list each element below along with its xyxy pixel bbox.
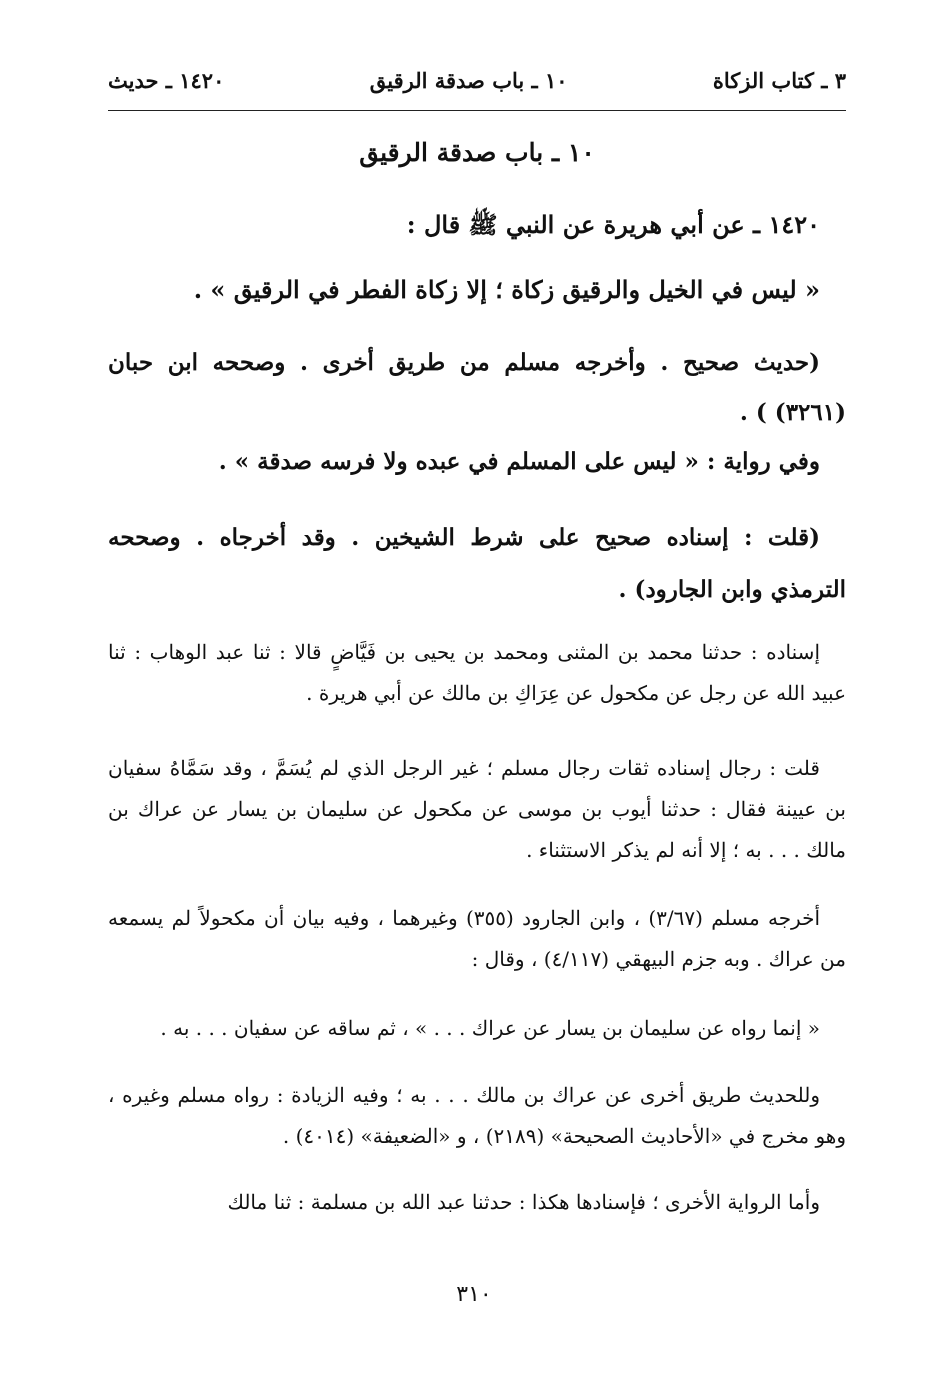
- other-variant-paragraph: وأما الرواية الأخرى ؛ فإسنادها هكذا : حدثنا عبد الله بن مسلمة : ثنا مالك: [227, 1190, 820, 1214]
- quote-paragraph: « إنما رواه عن سليمان بن يسار عن عراك . . . » ، ثم ساقه عن سفيان . . . به .: [160, 1016, 820, 1040]
- other-route-paragraph: وللحديث طريق أخرى عن عراك بن مالك . . . به ؛ وفيه الزيادة : رواه مسلم وغيره ، وهو مخرج في «الأحاديث الصحيحة» (٢١٨٩) ، و «الضعيفة» (٤٠١٤) .: [108, 1083, 846, 1148]
- header-chapter-title: ١٠ ـ باب صدقة الرقيق: [369, 68, 568, 93]
- hadith-text: « ليس في الخيل والرقيق زكاة ؛ إلا زكاة الفطر في الرقيق » .: [193, 275, 820, 304]
- running-header: [108, 68, 846, 93]
- author-note: (قلت : إسناده صحيح على شرط الشيخين . وقد أخرجاه . وصححه الترمذي وابن الجارود) .: [108, 524, 846, 603]
- hadith-variant: وفي رواية : « ليس على المسلم في عبده ولا فرسه صدقة » .: [218, 448, 820, 475]
- takhrij-paragraph: أخرجه مسلم (٣/٦٧) ، وابن الجارود (٣٥٥) وغيرهما ، وفيه بيان أن مكحولاً لم يسمعه من عراك . وبه جزم البيهقي (٤/١١٧) ، وقال :: [108, 906, 846, 971]
- chapter-title: ١٠ ـ باب صدقة الرقيق: [359, 138, 595, 167]
- page-number: ٣١٠: [456, 1282, 492, 1307]
- header-hadith-number: ١٤٢٠ ـ حديث: [108, 68, 225, 93]
- narrators-paragraph: قلت : رجال إسناده ثقات رجال مسلم ؛ غير الرجل الذي لم يُسَمَّ ، وقد سَمَّاهُ سفيان بن عيينة فقال : حدثنا أيوب بن موسى عن مكحول عن سليمان بن يسار عن عراك بن مالك . . . به ؛ إلا أنه لم يذكر الاستثناء .: [108, 756, 846, 862]
- header-book-title: ٣ ـ كتاب الزكاة: [712, 68, 846, 93]
- isnad-paragraph: إسناده : حدثنا محمد بن المثنى ومحمد بن يحيى بن فَيَّاضٍ قالا : ثنا عبد الوهاب : ثنا عبيد الله عن رجل عن مكحول عن عِرَاكِ بن مالك عن أبي هريرة .: [108, 640, 846, 705]
- hadith-heading: ١٤٢٠ ـ عن أبي هريرة عن النبي ﷺ قال :: [406, 210, 820, 239]
- hadith-grading: (حديث صحيح . وأخرجه مسلم من طريق أخرى . وصححه ابن حبان (٣٢٦١) ) .: [108, 349, 846, 426]
- header-divider: [108, 110, 846, 111]
